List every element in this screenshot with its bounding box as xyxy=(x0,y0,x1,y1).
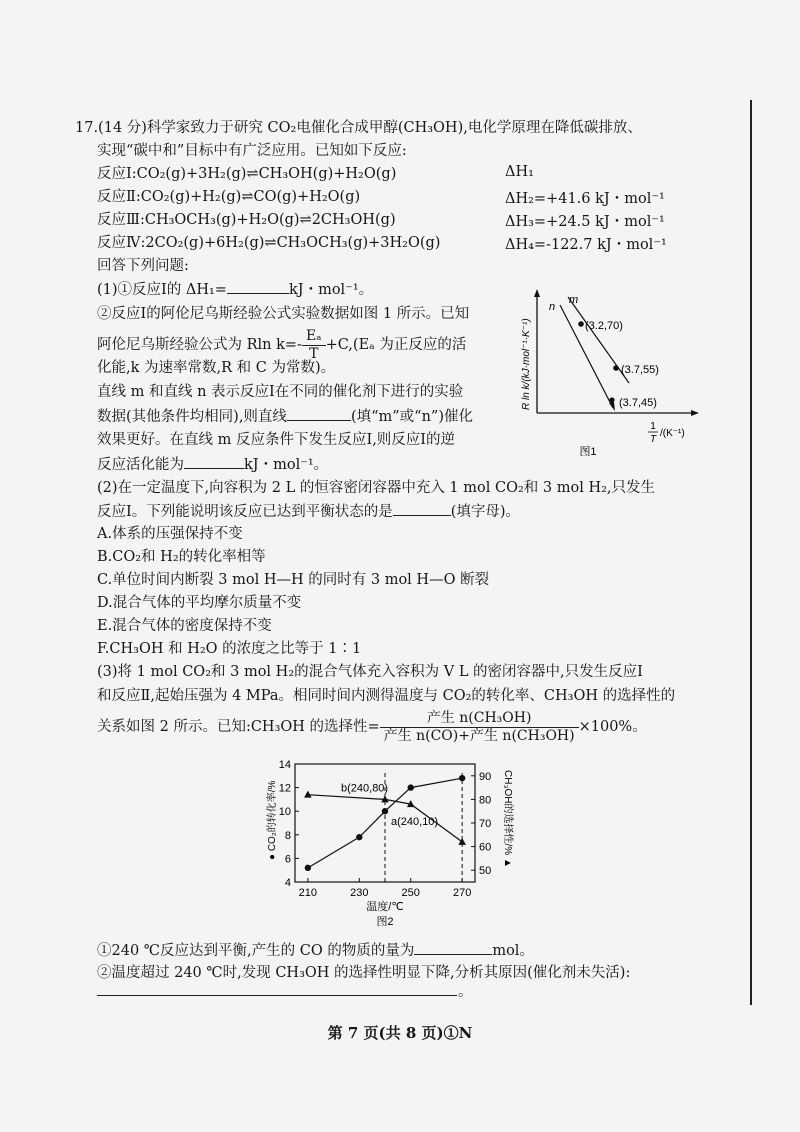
part3-q1-unit: mol。 xyxy=(492,943,534,959)
y-left-tick-label: 4 xyxy=(284,877,291,889)
ch3oh-selectivity-point xyxy=(304,791,312,798)
fig1-caption: 图1 xyxy=(579,446,597,458)
answer-line-reason[interactable] xyxy=(97,995,457,996)
reaction-2-dh: ΔH₂=+41.6 kJ・mol⁻¹ xyxy=(505,191,665,207)
selectivity-tail: ×100%。 xyxy=(578,719,647,735)
selectivity-fraction xyxy=(380,710,579,745)
answer-blank-mn[interactable] xyxy=(287,406,351,421)
part2-line1: (2)在一定温度下,向容积为 2 L 的恒容密闭容器中充入 1 mol CO₂和 3 mol H₂,只发生 xyxy=(97,480,656,496)
part1-q1-unit: kJ・mol⁻¹。 xyxy=(288,282,374,298)
fig1-label-p3: (3.7,45) xyxy=(619,397,657,409)
y-left-tick-label: 14 xyxy=(278,759,291,771)
answer-blank-equilibrium[interactable] xyxy=(393,501,451,516)
fig1-xlabel-num: 1 xyxy=(650,421,656,432)
y-right-tick-label: 80 xyxy=(479,794,492,807)
y-left-tick-label: 10 xyxy=(278,806,291,819)
question-header: 17.(14 分)科学家致力于研究 CO₂电催化合成甲醇(CH₃OH),电化学原理在降低碳排放、 xyxy=(75,120,642,136)
fig1-ylabel: R ln k/(kJ·mol⁻¹·K⁻¹) xyxy=(521,318,532,410)
part2-text-b: (填字母)。 xyxy=(450,504,521,520)
reaction-3: 反应Ⅲ:CH₃OCH₃(g)+H₂O(g)⇌2CH₃OH(g) xyxy=(97,212,396,228)
fig1-label-p2: (3.7,55) xyxy=(621,364,659,376)
figure-1 xyxy=(505,285,705,465)
fig1-point-2 xyxy=(613,365,619,371)
option-b: B.CO₂和 H₂的转化率相等 xyxy=(97,549,266,565)
frac-den: T xyxy=(309,345,319,362)
answer-line-end: 。 xyxy=(458,984,473,1000)
fig2-xlabel: 温度/℃ xyxy=(366,901,404,913)
y-right-tick-label: 90 xyxy=(479,770,492,783)
part3-q1-text: ①240 ℃反应达到平衡,产生的 CO 的物质的量为 xyxy=(97,943,415,959)
x-tick-label: 250 xyxy=(401,887,420,899)
option-f: F.CH₃OH 和 H₂O 的浓度之比等于 1∶1 xyxy=(97,641,362,657)
part2-line2 xyxy=(97,501,520,522)
page-footer: 第 7 页(共 8 页)①N xyxy=(327,1024,473,1042)
fig1-y-arrow xyxy=(534,289,540,297)
fig2-ylabel-left: ● CO₂的转化率/% xyxy=(267,780,278,860)
reaction-3-dh: ΔH₃=+24.5 kJ・mol⁻¹ xyxy=(505,214,665,230)
selectivity-num: 产生 n(CH₃OH) xyxy=(380,710,579,728)
part1-q1 xyxy=(97,279,373,300)
fig1-label-m: m xyxy=(569,294,579,306)
part3-line3 xyxy=(97,707,647,747)
y-right-tick-label: 70 xyxy=(479,818,492,830)
fig1-x-arrow xyxy=(691,410,699,416)
frac-num: Eₐ xyxy=(302,328,326,346)
reaction-4: 反应Ⅳ:2CO₂(g)+6H₂(g)⇌CH₃OCH₃(g)+3H₂O(g) xyxy=(97,235,441,251)
option-d: D.混合气体的平均摩尔质量不变 xyxy=(97,595,302,611)
y-left-tick-label: 8 xyxy=(284,829,291,842)
part1-q2-text5: 数据(其他条件均相同),则直线 xyxy=(97,409,287,425)
y-right-tick-label: 50 xyxy=(479,865,492,878)
part3-q2: ②温度超过 240 ℃时,发现 CH₃OH 的选择性明显下降,分析其原因(催化剂未失活): xyxy=(97,965,631,981)
x-tick-label: 270 xyxy=(452,887,472,899)
part1-q1-text: (1)①反应Ⅰ的 ΔH₁= xyxy=(97,282,227,298)
answer-blank-dh1[interactable] xyxy=(227,279,289,294)
co2-conversion-point xyxy=(408,784,414,790)
answer-blank-ea-reverse[interactable] xyxy=(184,454,244,469)
part1-q2-text5b: (填“m”或“n”)催化 xyxy=(350,409,473,425)
ch3oh-selectivity-point xyxy=(458,838,466,845)
part1-q2-text7: 反应活化能为 xyxy=(97,457,184,473)
part3-q1 xyxy=(97,940,534,961)
arrhenius-text: 阿伦尼乌斯经验公式为 Rln k=- xyxy=(97,337,302,353)
fig1-label-p1: (3.2,70) xyxy=(585,320,623,332)
reaction-4-dh: ΔH₄=-122.7 kJ・mol⁻¹ xyxy=(505,237,667,253)
part3-line1: (3)将 1 mol CO₂和 3 mol H₂的混合气体充入容积为 V L 的密闭容器中,只发生反应Ⅰ xyxy=(97,664,643,680)
selectivity-den: 产生 n(CO)+产生 n(CH₃OH) xyxy=(383,727,575,744)
reaction-1-dh: ΔH₁ xyxy=(505,164,534,180)
fig1-line-m xyxy=(568,297,629,383)
x-tick-label: 230 xyxy=(350,887,369,899)
fig2-ylabel-right: CH₃OH的选择性/% ▲ xyxy=(502,770,513,868)
fig1-point-3 xyxy=(609,397,614,402)
fig2-caption: 图2 xyxy=(376,916,394,928)
option-c: C.单位时间内断裂 3 mol H—H 的同时有 3 mol H—O 断裂 xyxy=(97,572,490,588)
y-left-tick-label: 12 xyxy=(278,782,291,795)
y-right-tick-label: 60 xyxy=(479,841,492,854)
question-header-2: 实现“碳中和”目标中有广泛应用。已知如下反应: xyxy=(97,143,407,159)
part1-q2-line6: 效果更好。在直线 m 反应条件下发生反应Ⅰ,则反应Ⅰ的逆 xyxy=(97,432,456,448)
part1-q2-text7b: kJ・mol⁻¹。 xyxy=(244,457,329,473)
annotation-a: a(240,10) xyxy=(391,816,439,829)
answer-prompt: 回答下列问题: xyxy=(97,258,189,274)
reaction-2: 反应Ⅱ:CO₂(g)+H₂(g)⇌CO(g)+H₂O(g) xyxy=(97,189,361,205)
y-left-tick-label: 6 xyxy=(284,853,291,866)
part1-q2-line1: ②反应Ⅰ的阿伦尼乌斯经验公式实验数据如图 1 所示。已知 xyxy=(97,306,470,322)
fig1-xlabel-den: T xyxy=(649,434,657,445)
part1-q2-line7 xyxy=(97,454,328,475)
fig1-xlabel-unit: /(K⁻¹) xyxy=(660,428,685,439)
option-a: A.体系的压强保持不变 xyxy=(97,526,243,542)
reaction-1: 反应Ⅰ:CO₂(g)+3H₂(g)⇌CH₃OH(g)+H₂O(g) xyxy=(97,166,397,182)
co2-conversion-point xyxy=(459,775,465,781)
arrhenius-text-2: +C,(Eₐ 为正反应的活 xyxy=(325,337,467,353)
co2-conversion-point xyxy=(382,808,388,814)
figure-2 xyxy=(255,752,545,932)
part1-q2-line3: 化能,k 为速率常数,R 和 C 为常数)。 xyxy=(97,360,336,376)
part3-line2: 和反应Ⅱ,起始压强为 4 MPa。相同时间内测得温度与 CO₂的转化率、CH₃OH 的选择性的 xyxy=(97,688,676,704)
right-margin-line xyxy=(750,100,752,1005)
part2-text: 反应Ⅰ。下列能说明该反应已达到平衡状态的是 xyxy=(97,504,393,520)
option-e: E.混合气体的密度保持不变 xyxy=(97,618,272,634)
co2-conversion-point xyxy=(305,865,311,871)
fig1-point-1 xyxy=(578,321,584,327)
selectivity-text: 关系如图 2 所示。已知:CH₃OH 的选择性= xyxy=(97,719,380,735)
fig1-label-n: n xyxy=(549,301,556,313)
answer-blank-co-amount[interactable] xyxy=(414,940,492,955)
co2-conversion-point xyxy=(356,834,362,840)
fig1-arrow-n xyxy=(609,402,615,411)
part1-q2-line4: 直线 m 和直线 n 表示反应Ⅰ在不同的催化剂下进行的实验 xyxy=(97,384,464,400)
annotation-b: b(240,80) xyxy=(341,782,389,795)
x-tick-label: 210 xyxy=(298,887,318,899)
part1-q2-line5 xyxy=(97,406,473,427)
